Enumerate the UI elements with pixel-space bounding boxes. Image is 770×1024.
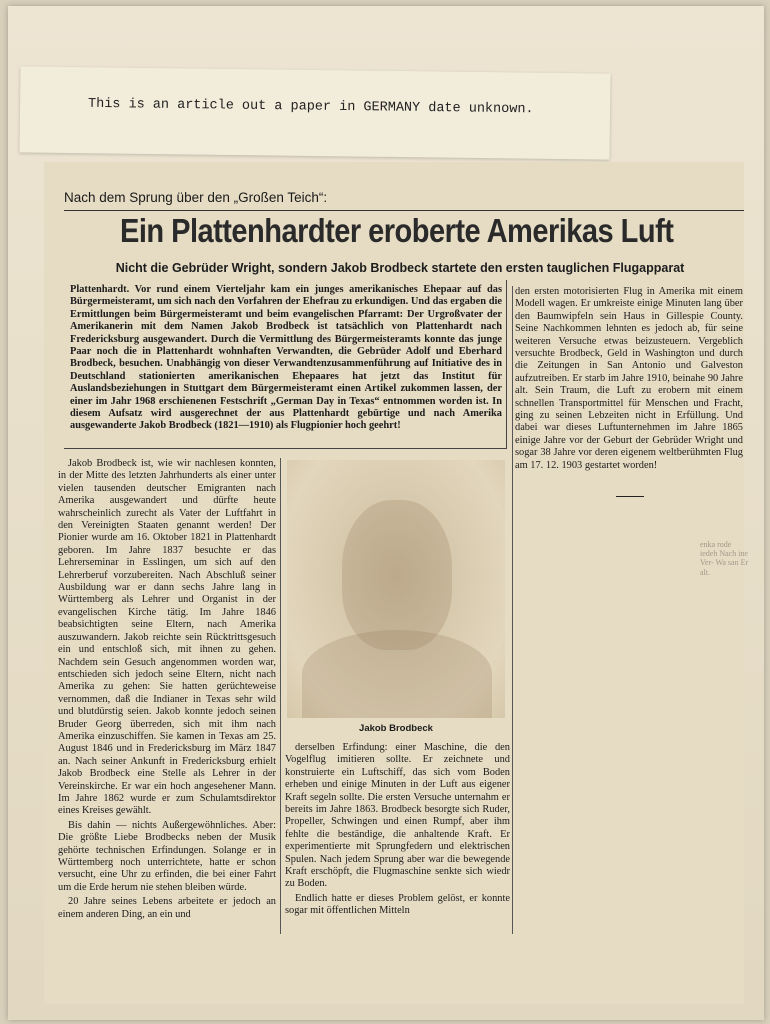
paragraph: 20 Jahre seines Lebens arbeitete er jedoch an einem anderen Ding, an ein und <box>58 896 276 920</box>
bleed-through-text: enka rode iedeh Nach ine Ver- Wa san Er alt. <box>700 540 749 577</box>
paragraph: Endlich hatte er dieses Problem gelöst, er konnte sogar mit öffentlichen Mitteln <box>285 892 510 917</box>
article-subhead: Nicht die Gebrüder Wright, sondern Jakob Brodbeck startete den ersten tauglichen Flugapparat <box>115 261 685 275</box>
article-kicker: Nach dem Sprung über den „Großen Teich“: <box>64 190 328 205</box>
article-column-middle <box>285 742 510 934</box>
article-column-right: den ersten motorisierten Flug in Amerika mit einem Modell wagen. Er umkreiste einige Minuten lang über den Baumwipfeln sein Haus in Gillespie County. Seine Nachkommen lehnten es jedoch ab, für seine weiteren Versuche etwas beizusteuern. Vergeblich versuchte Brodbeck, Geld in Washington und durch die Zeitungen in San Antonio und Galveston aufzutreiben. Er starb im Jahre 1910, beinahe 90 Jahre alt. Sein Traum, die Luft zu erobern mit einem schnellen Transportmittel für Menschen und Fracht, ging zu seinen Lebzeiten nicht in Erfüllung. Und dabei war dieses Luftunternehmen im Jahre 1865 einige Jahre vor der Geburt der Gebrüder Wright und sogar 38 Jahre vor deren eigenem weltberühmten Flug am 17. 12. 1903 gestartet worden! <box>515 286 743 471</box>
typed-note-text: This is an article out a paper in GERMANY date unknown. <box>87 96 534 118</box>
article-headline: Ein Plattenhardter eroberte Amerikas Luft <box>120 212 674 249</box>
column-divider <box>280 458 281 934</box>
article-column-left <box>58 458 276 934</box>
end-of-article-rule <box>616 496 644 497</box>
photo-caption: Jakob Brodbeck <box>359 723 433 734</box>
paragraph: derselben Erfindung: einer Maschine, die den Vogelflug imitieren sollte. Er zeichnete und konstruierte ein Luftschiff, das sich vom Boden erheben und einige Minuten in der Luft aus eigener Kraft segeln sollte. Die ersten Versuche unternahm er bereits im Jahre 1863. Brodbeck besorgte sich Ruder, Propeller, Schwingen und einen Rumpf, aber ihm fehlte die beständige, die anhaltende Kraft. Er experimentierte mit Sprungfedern und elektrischen Spulen. Nach jedem Sprung aber war die bewegende Kraft erschöpft, die Flugmaschine senkte sich wiedr zu Boden. <box>285 742 510 890</box>
portrait-face-shading <box>342 500 452 650</box>
portrait-photo <box>287 460 505 718</box>
article-lead: Plattenhardt. Vor rund einem Vierteljahr kam ein junges amerikanisches Ehepaar auf das Bürgermeisteramt, um sich nach den Vorfahren der Ehefrau zu erkundigen. Und das ergaben die Ermittlungen beim Bürgermeisteramt und beim evangelischen Pfarramt: Der Urgroßvater der Amerikanerin mit dem Namen Jakob Brodbeck ist tatsächlich von Plattenhardt nach Fredericksburg ausgewandert. Durch die Vermittlung des Bürgermeisteramts konnte das junge Paar noch die in Plattenhardt wohnhaften Verwandten, die Gebrüder Adolf und Eberhard Brodbeck, besuchen. Unabhängig von dieser Verwandtenzusammenführung auf Initiative des in Deutschland stationierten amerikanischen Ehepaares hat jetzt das Institut für Auslandsbeziehungen in Stuttgart dem Bürgermeisteramt einen Artikel zukommen lassen, der einer im Jahr 1968 erschienenen Festschrift „German Day in Texas“ entnommen worden ist. In diesem Aufsatz wird ausgerechnet der aus Plattenhardt gebürtige und nach Amerika ausgewanderte Jakob Brodbeck (1821—1910) als Flugpionier hoch geehrt! <box>70 284 502 432</box>
kicker-rule <box>64 210 744 211</box>
column-divider <box>512 286 513 934</box>
portrait-shoulders-shading <box>302 630 492 718</box>
paragraph: Jakob Brodbeck ist, wie wir nachlesen konnten, in der Mitte des letzten Jahrhunderts als einer unter vielen tausenden deutscher Emigranten nach Amerika ausgewandert und dürfte heute wahrscheinlich zurecht als Vater der Luftfahrt in den Vereinigten Staaten genannt werden! Der Pionier wurde am 16. Oktober 1821 in Plattenhardt geboren. Im Jahre 1837 besuchte er das Lehrerseminar in Esslingen, um sich auf den Lehrerberuf vorzubereiten. Nach Abschluß seiner Ausbildung war er dann sechs Jahre lang in Württemberg als Lehrer und Organist in der evangelischen Kirche tätig. Im Jahre 1846 beabsichtigten seine Eltern, nach Amerika auszuwandern. Jakob reichte sein Rücktrittsgesuch ein und entschloß sich, mit ihnen zu gehen. Nachdem sein Gesuch angenommen worden war, entschieden sich jedoch seine Eltern, nicht nach Amerika zu gehen: Sie hatten gerüchteweise vernommen, daß die Indianer in Texas sehr wild und blutdürstig seien. Jakob konnte jedoch seinen Bruder Georg überreden, sich mit ihm nach Amerika einzuschiffen. Sie kamen in Texas am 25. August 1846 und in Fredericksburg im März 1847 an. Nach seiner Ankunft in Fredericksburg erhielt Jakob Brodbeck eine Stelle als Lehrer in der Vereinskirche. Er war ein hoch angesehener Mann. Im Jahre 1862 wurde er zum Schulamtsdirektor eines Kreises gewählt. <box>58 458 276 817</box>
paragraph: Bis dahin — nichts Außergewöhnliches. Aber: Die größte Liebe Brodbecks neben der Musik gehörte technischen Erfindungen. Solange er in Württemberg noch unterrichtete, hatte er schon versucht, eine Uhr zu erfinden, die bei einer Fahrt um die Erde herum nie stehen bleiben würde. <box>58 819 276 893</box>
